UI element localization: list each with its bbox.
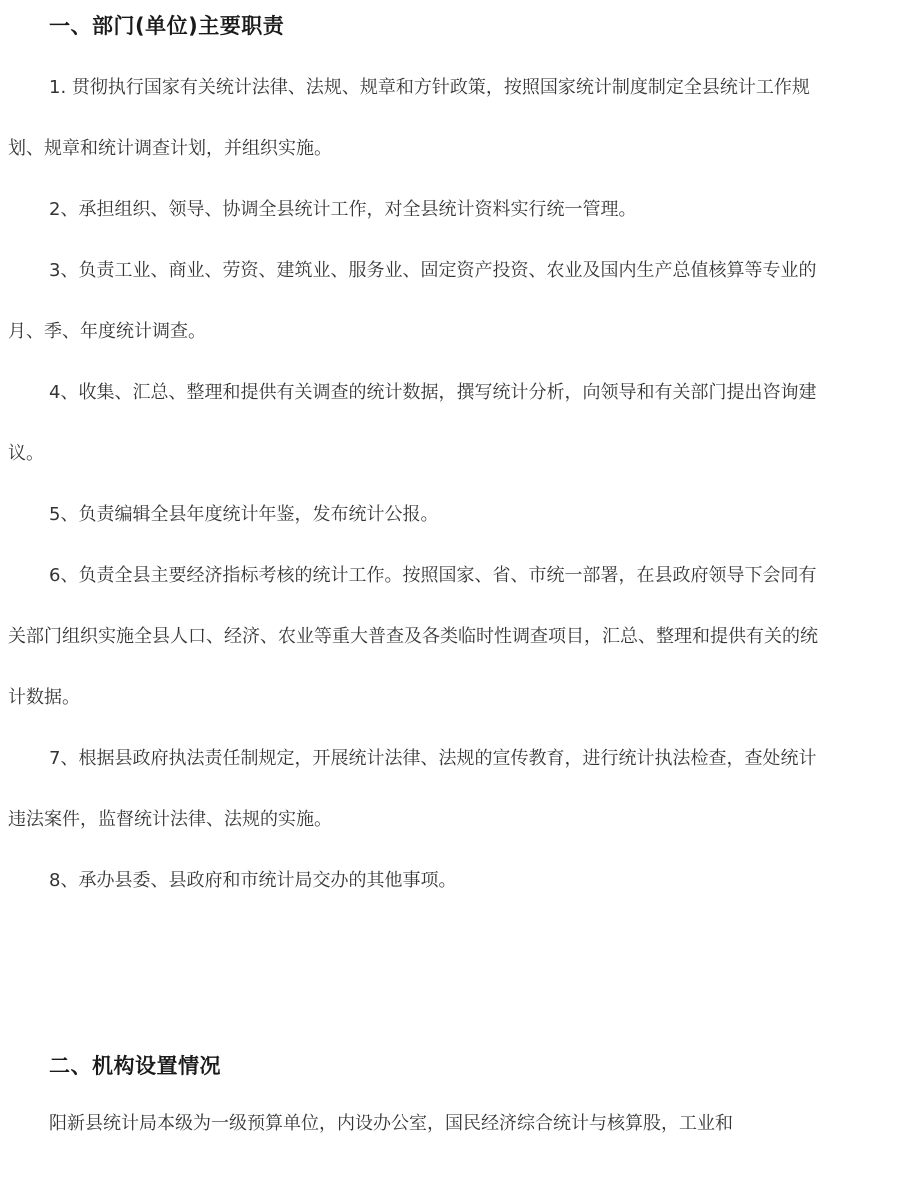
duty-item-1: 1. 贯彻执行国家有关统计法律、法规、规章和方针政策，按照国家统计制度制定全县统计工作规划、规章和统计调查计划，并组织实施。 xyxy=(8,77,810,159)
duty-item-6: 6、负责全县主要经济指标考核的统计工作。按照国家、省、市统一部署，在县政府领导下会同有关部门组织实施全县人口、经济、农业等重大普查及各类临时性调查项目，汇总、整理和提供有关的统计数据。 xyxy=(8,565,818,708)
duty-item-7: 7、根据县政府执法责任制规定，开展统计法律、法规的宣传教育，进行统计执法检查，查处统计违法案件，监督统计法律、法规的实施。 xyxy=(8,748,817,830)
section-1-heading: 一、部门(单位)主要职责 xyxy=(49,14,285,38)
duty-item-8: 8、承办县委、县政府和市统计局交办的其他事项。 xyxy=(49,870,457,891)
section-2-heading: 二、机构设置情况 xyxy=(49,1054,221,1078)
duty-item-2: 2、承担组织、领导、协调全县统计工作，对全县统计资料实行统一管理。 xyxy=(49,199,637,220)
organization-paragraph: 阳新县统计局本级为一级预算单位，内设办公室，国民经济综合统计与核算股，工业和 xyxy=(49,1113,733,1134)
duty-item-3: 3、负责工业、商业、劳资、建筑业、服务业、固定资产投资、农业及国内生产总值核算等专业的月、季、年度统计调查。 xyxy=(8,260,817,342)
duty-item-5: 5、负责编辑全县年度统计年鉴，发布统计公报。 xyxy=(49,504,439,525)
duty-item-4: 4、收集、汇总、整理和提供有关调查的统计数据，撰写统计分析，向领导和有关部门提出咨询建议。 xyxy=(8,382,817,464)
